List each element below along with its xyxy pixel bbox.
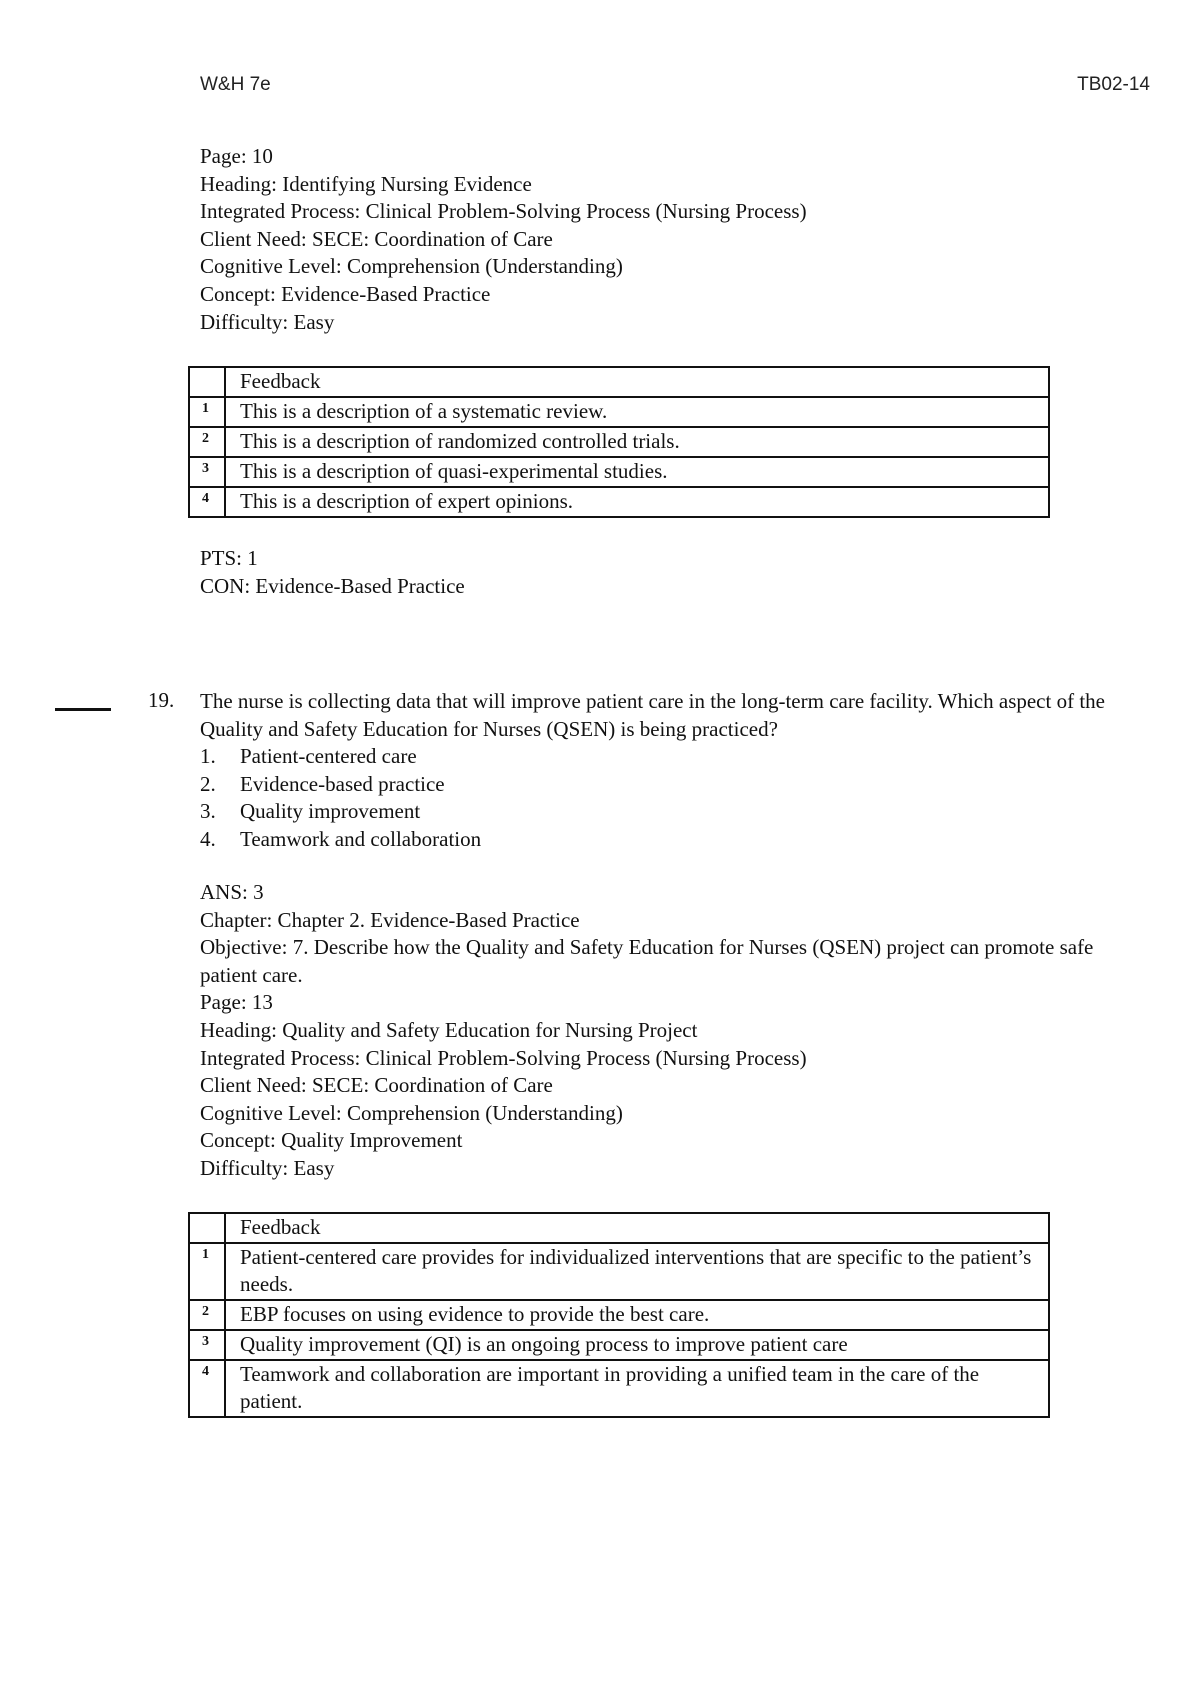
row-number: 3 (189, 1330, 225, 1360)
row-text: Patient-centered care provides for individualized interventions that are specific to the patient’s needs. (225, 1243, 1049, 1300)
meta-heading: Heading: Quality and Safety Education for Nursing Project (200, 1017, 698, 1042)
concept-tag: CON: Evidence-Based Practice (200, 573, 465, 598)
question-feedback-table (188, 1212, 1050, 1418)
table-row (189, 1300, 1049, 1330)
row-text: Quality improvement (QI) is an ongoing process to improve patient care (225, 1330, 1049, 1360)
table-row (189, 397, 1049, 427)
meta-client-need: Client Need: SECE: Coordination of Care (200, 1073, 553, 1098)
objective: Objective: 7. Describe how the Quality and Safety Education for Nurses (QSEN) project can promote safe patient care. (200, 935, 1094, 987)
option-number: 2. (200, 771, 216, 796)
meta-difficulty: Difficulty: Easy (200, 309, 335, 334)
meta-page: Page: 10 (200, 144, 273, 168)
feedback-header: Feedback (225, 367, 1049, 397)
feedback-header-row (189, 367, 1049, 397)
question-block (200, 688, 1120, 854)
row-number: 2 (189, 1300, 225, 1330)
prev-feedback-table (188, 366, 1050, 518)
table-row (189, 1360, 1049, 1417)
running-header-right: TB02-14 (1077, 74, 1150, 95)
question-number: 19. (148, 688, 175, 712)
meta-page: Page: 13 (200, 990, 273, 1015)
answer-key: ANS: 3 (200, 880, 264, 904)
option (200, 743, 1120, 771)
row-text: This is a description of a systematic review. (225, 397, 1049, 427)
row-text: This is a description of randomized controlled trials. (225, 427, 1049, 457)
running-header-left: W&H 7e (200, 74, 271, 95)
option (200, 771, 1120, 799)
meta-concept: Concept: Quality Improvement (200, 1128, 463, 1153)
feedback-header-row (189, 1213, 1049, 1243)
question-metadata (200, 879, 1120, 1183)
meta-client-need: Client Need: SECE: Coordination of Care (200, 226, 553, 251)
option-text: Quality improvement (240, 799, 421, 824)
points: PTS: 1 (200, 546, 258, 570)
option-text: Evidence-based practice (240, 771, 445, 796)
option-text: Patient-centered care (240, 744, 417, 769)
prev-item-footer (200, 545, 1120, 600)
row-number: 3 (189, 457, 225, 487)
answer-blank (55, 708, 111, 711)
meta-integrated-process: Integrated Process: Clinical Problem-Solving Process (Nursing Process) (200, 1045, 807, 1070)
prev-item-metadata (200, 143, 1120, 336)
option-number: 1. (200, 744, 216, 769)
table-row (189, 487, 1049, 517)
table-row (189, 457, 1049, 487)
table-row (189, 1243, 1049, 1300)
row-text: EBP focuses on using evidence to provide the best care. (225, 1300, 1049, 1330)
option (200, 798, 1120, 826)
meta-cognitive-level: Cognitive Level: Comprehension (Understanding) (200, 1100, 623, 1125)
option-number: 4. (200, 826, 216, 851)
row-number: 4 (189, 487, 225, 517)
row-text: This is a description of quasi-experimental studies. (225, 457, 1049, 487)
option-number: 3. (200, 799, 216, 824)
row-number: 4 (189, 1360, 225, 1417)
meta-cognitive-level: Cognitive Level: Comprehension (Understanding) (200, 254, 623, 279)
row-text: This is a description of expert opinions. (225, 487, 1049, 517)
feedback-header: Feedback (225, 1213, 1049, 1243)
row-number: 1 (189, 1243, 225, 1300)
table-row (189, 427, 1049, 457)
row-number: 1 (189, 397, 225, 427)
meta-concept: Concept: Evidence-Based Practice (200, 281, 491, 306)
row-number: 2 (189, 427, 225, 457)
meta-difficulty: Difficulty: Easy (200, 1155, 335, 1180)
meta-heading: Heading: Identifying Nursing Evidence (200, 171, 532, 196)
option (200, 826, 1120, 854)
meta-integrated-process: Integrated Process: Clinical Problem-Solving Process (Nursing Process) (200, 199, 807, 224)
table-row (189, 1330, 1049, 1360)
question-stem: The nurse is collecting data that will improve patient care in the long-term care facility. Which aspect of the Quality and Safety Education for Nurses (QSEN) is being practiced? (200, 689, 1105, 741)
chapter: Chapter: Chapter 2. Evidence-Based Practice (200, 907, 580, 932)
row-text: Teamwork and collaboration are important in providing a unified team in the care of the patient. (225, 1360, 1049, 1417)
option-text: Teamwork and collaboration (240, 826, 482, 851)
